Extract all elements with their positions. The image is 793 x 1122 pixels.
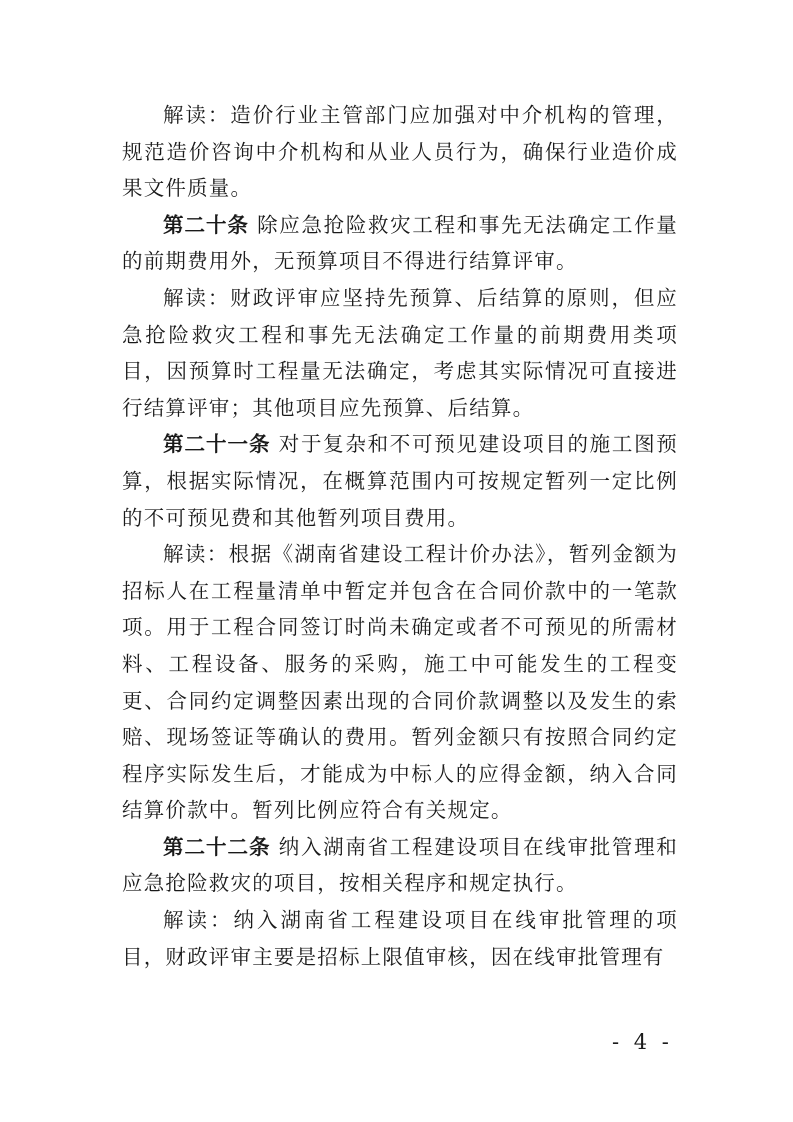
paragraph-text: 除应急抢险救灾工程和事先无法确定工作量的前期费用外，无预算项目不得进行结算评审。 [122,212,679,274]
paragraph-interpretation-2 [122,280,678,426]
paragraph-text: 解读：根据《湖南省建设工程计价办法》，暂列金额为招标人在工程量清单中暂定并包含在合同价款中的一笔款项。用于工程合同签订时尚未确定或者不可预见的所需材料、工程设备、服务的采购，施工中可能发生的工程变更、合同约定调整因素出现的合同价款调整以及发生的索赔、现场签证等确认的费用。暂列金额只有按照合同约定程序实际发生后，才能成为中标人的应得金额，纳入合同结算价款中。暂列比例应符合有关规定。 [122,542,678,823]
document-body [122,97,678,975]
paragraph-article-20 [122,207,678,280]
paragraph-text: 纳入湖南省工程建设项目在线审批管理和应急抢险救灾的项目，按相关程序和规定执行。 [122,834,678,896]
article-label: 第二十一条 [163,432,271,457]
paragraph-interpretation-3 [122,536,678,829]
paragraph-text: 解读：造价行业主管部门应加强对中介机构的管理，规范造价咨询中介机构和从业人员行为，确保行业造价成果文件质量。 [122,103,678,201]
paragraph-article-21 [122,426,678,536]
paragraph-text: 对于复杂和不可预见建设项目的施工图预算，根据实际情况，在概算范围内可按规定暂列一定比例的不可预见费和其他暂列项目费用。 [122,432,678,530]
paragraph-interpretation-1 [122,97,678,207]
article-label: 第二十二条 [163,834,271,859]
page-number: - 4 - [612,1030,673,1054]
article-label: 第二十条 [163,212,249,237]
paragraph-interpretation-4 [122,902,678,975]
paragraph-text: 解读：纳入湖南省工程建设项目在线审批管理的项目，财政评审主要是招标上限值审核，因在线审批管理有 [122,908,678,969]
paragraph-article-22 [122,829,678,902]
paragraph-text: 解读：财政评审应坚持先预算、后结算的原则，但应急抢险救灾工程和事先无法确定工作量的前期费用类项目，因预算时工程量无法确定，考虑其实际情况可直接进行结算评审；其他项目应先预算、后结算。 [122,285,678,420]
